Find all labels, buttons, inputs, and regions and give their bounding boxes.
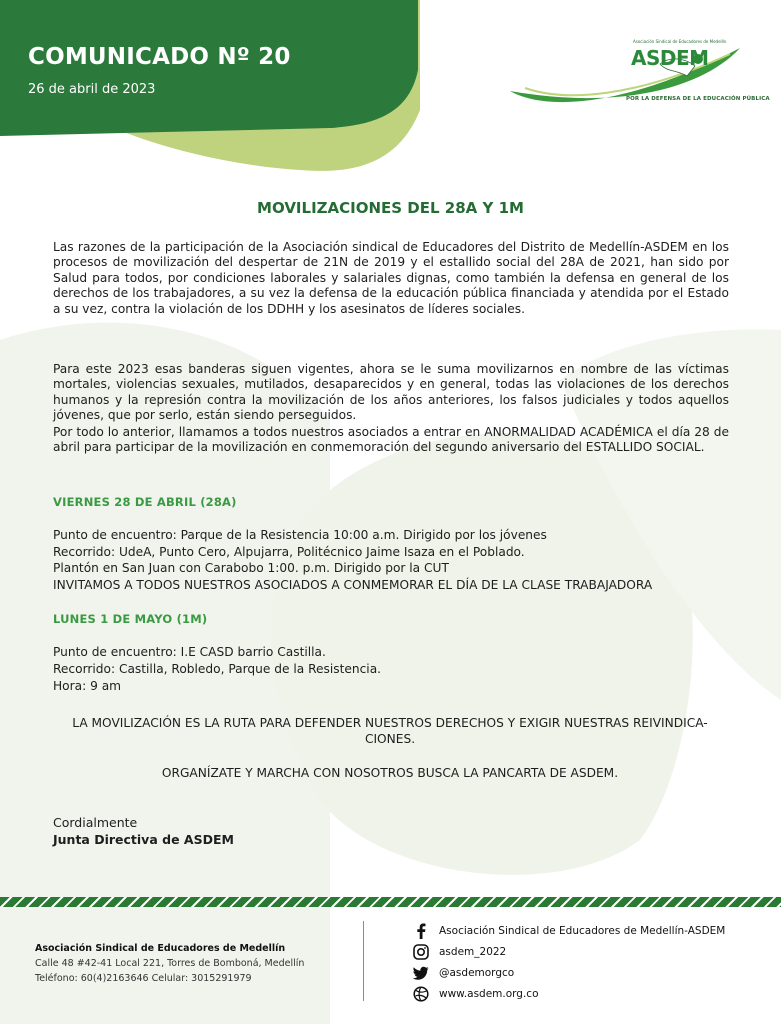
communique-title: COMUNICADO Nº 20 <box>28 44 291 70</box>
paragraph-call: Por todo lo anterior, llamamos a todos nuestros asociados a entrar en ANORMALIDAD ACADÉMICA el día 28 de abril para participar de la movilización en conmemoración del segundo aniversario del ESTALLIDO SOCIAL. <box>53 425 729 455</box>
logo-top-text: Asociación Sindical de Educadores de Medellín <box>633 39 727 44</box>
web-label: www.asdem.org.co <box>439 988 539 1000</box>
section-28a-line: Plantón en San Juan con Carabobo 1:00. p.m. Dirigido por la CUT <box>53 561 449 575</box>
footer-contact <box>35 941 304 986</box>
logo-tagline: POR LA DEFENSA DE LA EDUCACIÓN PÚBLICA <box>626 96 770 102</box>
section-1m-line: Recorrido: Castilla, Robledo, Parque de la Resistencia. <box>53 662 382 676</box>
section-heading-28a: VIERNES 28 DE ABRIL (28A) <box>53 495 237 509</box>
facebook-label: Asociación Sindical de Educadores de Medellín-ASDEM <box>439 925 726 937</box>
social-instagram[interactable] <box>413 944 506 960</box>
section-28a-line: INVITAMOS A TODOS NUESTROS ASOCIADOS A CONMEMORAR EL DÍA DE LA CLASE TRABAJADORA <box>53 578 653 592</box>
closing-call: ORGANÍZATE Y MARCHA CON NOSOTROS BUSCA LA PANCARTA DE ASDEM. <box>161 766 619 780</box>
social-facebook[interactable] <box>413 923 725 939</box>
section-1m-line: Punto de encuentro: I.E CASD barrio Castilla. <box>53 645 326 659</box>
paragraph-2023: Para este 2023 esas banderas siguen vigentes, ahora se le suma movilizarnos en nombre de las víctimas mortales, violencias sexuales, mutilados, desaparecidos y en general, todas las violaciones de los derechos humanos y la represión contra la movilización de los años anteriores, los falsos judiciales y todos aquellos jóvenes, que por serlo, están siendo perseguidos. <box>53 362 729 423</box>
footer-address: Calle 48 #42-41 Local 221, Torres de Bomboná, Medellín <box>35 958 305 969</box>
footer-org-name: Asociación Sindical de Educadores de Medellín <box>35 943 286 954</box>
document-title: MOVILIZACIONES DEL 28A Y 1M <box>257 199 524 217</box>
logo-name: ASDEM <box>631 46 709 70</box>
instagram-label: asdem_2022 <box>439 946 507 958</box>
footer-divider <box>363 921 364 1001</box>
twitter-icon <box>413 965 429 981</box>
section-heading-1m: LUNES 1 DE MAYO (1M) <box>53 612 208 626</box>
footer-phone: Teléfono: 60(4)2163646 Celular: 3015291979 <box>35 973 252 984</box>
social-web[interactable] <box>413 986 539 1002</box>
paragraph-reasons: Las razones de la participación de la Asociación sindical de Educadores del Distrito de Medellín-ASDEM en los procesos de movilización del despertar de 21N de 2019 y el estallido social del 28A de 2021, han sido por Salud para todos, por condiciones laborales y salariales dignas, como también la defensa en general de los derechos de los trabajadores, a su vez la defensa de la educación pública financiada y atendida por el Estado a su vez, contra la violación de los DDHH y los asesinatos de líderes sociales. <box>53 240 729 316</box>
closing-statement-line1: LA MOVILIZACIÓN ES LA RUTA PARA DEFENDER NUESTROS DERECHOS Y EXIGIR NUESTRAS REIVINDICA- <box>72 716 708 730</box>
section-28a-line: Recorrido: UdeA, Punto Cero, Alpujarra, Politécnico Jaime Isaza en el Poblado. <box>53 545 525 559</box>
section-28a-line: Punto de encuentro: Parque de la Resistencia 10:00 a.m. Dirigido por los jóvenes <box>53 528 547 542</box>
salutation: Cordialmente <box>53 815 138 830</box>
communique-date: 26 de abril de 2023 <box>28 82 156 97</box>
instagram-icon <box>413 944 429 960</box>
closing-statement-line2: CIONES. <box>364 732 416 746</box>
social-twitter[interactable] <box>413 965 514 981</box>
footer-stripe <box>0 897 781 907</box>
section-1m-line: Hora: 9 am <box>53 679 122 693</box>
twitter-label: @asdemorgco <box>439 967 515 979</box>
globe-icon <box>413 986 429 1002</box>
signature: Junta Directiva de ASDEM <box>53 832 234 847</box>
facebook-icon <box>413 923 429 939</box>
